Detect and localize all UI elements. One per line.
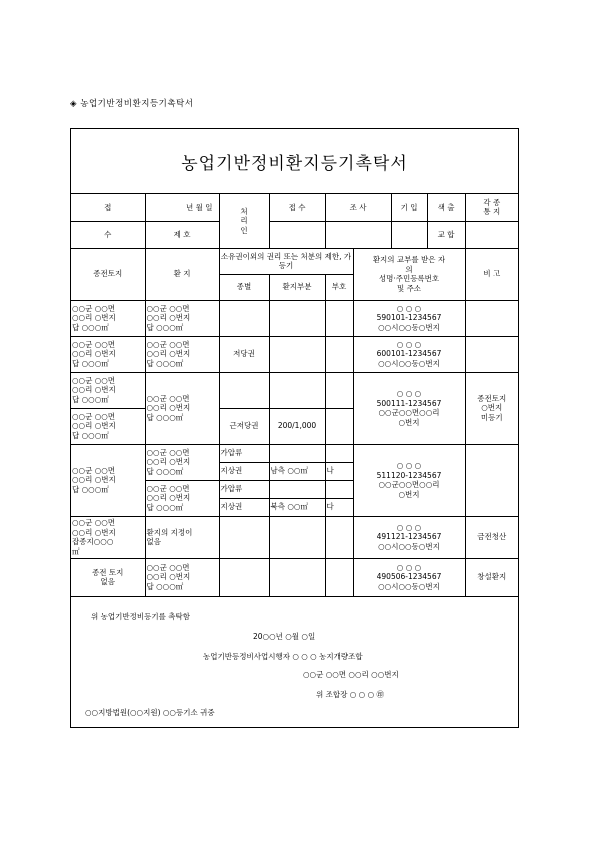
portion-cell <box>269 480 325 498</box>
col-code: 부호 <box>325 274 353 300</box>
remark-cell <box>465 300 518 336</box>
number-label: 제 호 <box>145 221 219 248</box>
portion-cell <box>269 558 325 596</box>
land-cell: ○○군 ○○면 ○○리 ○번지 답 ○○○㎡ <box>71 408 145 444</box>
step-box-2 <box>325 221 391 248</box>
col-hwanji: 환 지 <box>145 248 219 300</box>
kind-cell: 가압류 <box>219 480 269 498</box>
code-cell <box>325 408 353 444</box>
col-owner: 환지의 교부를 받은 자 의 성명·주민등록번호 및 주소 <box>353 248 465 300</box>
su-label: 수 <box>71 221 145 248</box>
col-rights-group: 소유권이외의 권리 또는 처분의 제한, 가등기 <box>219 248 353 274</box>
col-land: 종전토지 <box>71 248 145 300</box>
portion-cell <box>269 444 325 462</box>
form-footer <box>71 597 518 727</box>
code-cell <box>325 336 353 372</box>
step-box-5 <box>465 221 518 248</box>
hwanji-cell: ○○군 ○○면 ○○리 ○번지 답 ○○○㎡ <box>145 300 219 336</box>
court-addressee: ○○지방법원(○○지원) ○○등기소 귀중 <box>85 707 215 717</box>
kind-cell: 저당권 <box>219 336 269 372</box>
owner-cell: ○ ○ ○ 600101-1234567 ○○시○○동○번지 <box>353 336 465 372</box>
request-text: 위 농업기반정비등기를 촉탁함 <box>91 611 190 621</box>
kind-cell: 근저당권 <box>219 408 269 444</box>
code-cell <box>325 372 353 408</box>
col-portion: 환지부분 <box>269 274 325 300</box>
operator-address: ○○군 ○○면 ○○리 ○○번지 <box>303 669 399 679</box>
owner-cell: ○ ○ ○ 590101-1234567 ○○시○○동○번지 <box>353 300 465 336</box>
form-table <box>71 194 518 597</box>
table-row <box>71 558 518 596</box>
table-row <box>71 372 518 408</box>
remark-cell: 창설환지 <box>465 558 518 596</box>
cheori-label: 처 리 인 <box>219 194 269 248</box>
step-box-3 <box>391 221 427 248</box>
portion-cell: 200/1,000 <box>269 408 325 444</box>
hwanji-cell: 환지의 지정이 없음 <box>145 516 219 558</box>
code-cell <box>325 516 353 558</box>
portion-cell: 남측 ○○㎡ <box>269 462 325 480</box>
portion-cell <box>269 300 325 336</box>
col-remark: 비 고 <box>465 248 518 300</box>
col-kind: 종별 <box>219 274 269 300</box>
owner-cell: ○ ○ ○ 491121-1234567 ○○시○○동○번지 <box>353 516 465 558</box>
table-row <box>71 336 518 372</box>
hwanji-cell: ○○군 ○○면 ○○리 ○번지 답 ○○○㎡ <box>145 558 219 596</box>
owner-cell: ○ ○ ○ 511120-1234567 ○○군○○면○○리 ○번지 <box>353 444 465 516</box>
hwanji-cell: ○○군 ○○면 ○○리 ○번지 답 ○○○㎡ <box>145 480 219 516</box>
jeop-label: 접 <box>71 194 145 221</box>
table-row <box>71 516 518 558</box>
portion-cell <box>269 516 325 558</box>
land-cell: ○○군 ○○면 ○○리 ○번지 답 ○○○㎡ <box>71 336 145 372</box>
code-cell: 다 <box>325 498 353 516</box>
step-giip: 기 입 <box>391 194 427 221</box>
table-row <box>71 444 518 462</box>
remark-cell: 종전토지 ○번지 미등기 <box>465 372 518 444</box>
kind-cell <box>219 372 269 408</box>
registration-form <box>70 128 519 728</box>
portion-cell <box>269 336 325 372</box>
kind-cell <box>219 300 269 336</box>
hwanji-cell: ○○군 ○○면 ○○리 ○번지 답 ○○○㎡ <box>145 336 219 372</box>
kind-cell <box>219 516 269 558</box>
kind-cell: 가압류 <box>219 444 269 462</box>
code-cell <box>325 444 353 462</box>
remark-cell <box>465 444 518 516</box>
remark-cell: 금전청산 <box>465 516 518 558</box>
land-cell: ○○군 ○○면 ○○리 ○번지 답 ○○○㎡ <box>71 300 145 336</box>
step-josa: 조 사 <box>325 194 391 221</box>
step-box-1 <box>269 221 325 248</box>
hwanji-cell: ○○군 ○○면 ○○리 ○번지 답 ○○○㎡ <box>145 444 219 480</box>
portion-cell <box>269 372 325 408</box>
operator-name: 농업기반등정비사업시행자 ○ ○ ○ 농지개량조합 <box>203 651 363 661</box>
land-cell: ○○군 ○○면 ○○리 ○번지 답 ○○○㎡ <box>71 444 145 516</box>
request-date: 20○○년 ○월 ○일 <box>253 631 316 641</box>
hwanji-cell: ○○군 ○○면 ○○리 ○번지 답 ○○○㎡ <box>145 372 219 444</box>
code-cell <box>325 558 353 596</box>
code-cell <box>325 300 353 336</box>
notice-label: 각 종 통 지 <box>465 194 518 221</box>
date-label: 년 월 일 <box>145 194 219 221</box>
step-jeopsu: 접 수 <box>269 194 325 221</box>
code-cell: 나 <box>325 462 353 480</box>
step-saekchul: 색 출 <box>427 194 465 221</box>
code-cell <box>325 480 353 498</box>
land-cell: ○○군 ○○면 ○○리 ○번지 답 ○○○㎡ <box>71 372 145 408</box>
kind-cell <box>219 558 269 596</box>
form-title: 농업기반정비환지등기촉탁서 <box>71 129 518 194</box>
step-box-4: 교 합 <box>427 221 465 248</box>
portion-cell: 북측 ○○㎡ <box>269 498 325 516</box>
owner-cell: ○ ○ ○ 490506-1234567 ○○시○○동○번지 <box>353 558 465 596</box>
form-heading: ◈ 농업기반정비환지등기촉탁서 <box>70 99 194 109</box>
remark-cell <box>465 336 518 372</box>
land-cell: 종전 토지 없음 <box>71 558 145 596</box>
land-cell: ○○군 ○○면 ○○리 ○번지 잡종지○○○ ㎡ <box>71 516 145 558</box>
kind-cell: 지상권 <box>219 462 269 480</box>
table-row <box>71 300 518 336</box>
chief-signature: 위 조합장 ○ ○ ○ ㊞ <box>316 689 385 699</box>
kind-cell: 지상권 <box>219 498 269 516</box>
owner-cell: ○ ○ ○ 500111-1234567 ○○군○○면○○리 ○번지 <box>353 372 465 444</box>
